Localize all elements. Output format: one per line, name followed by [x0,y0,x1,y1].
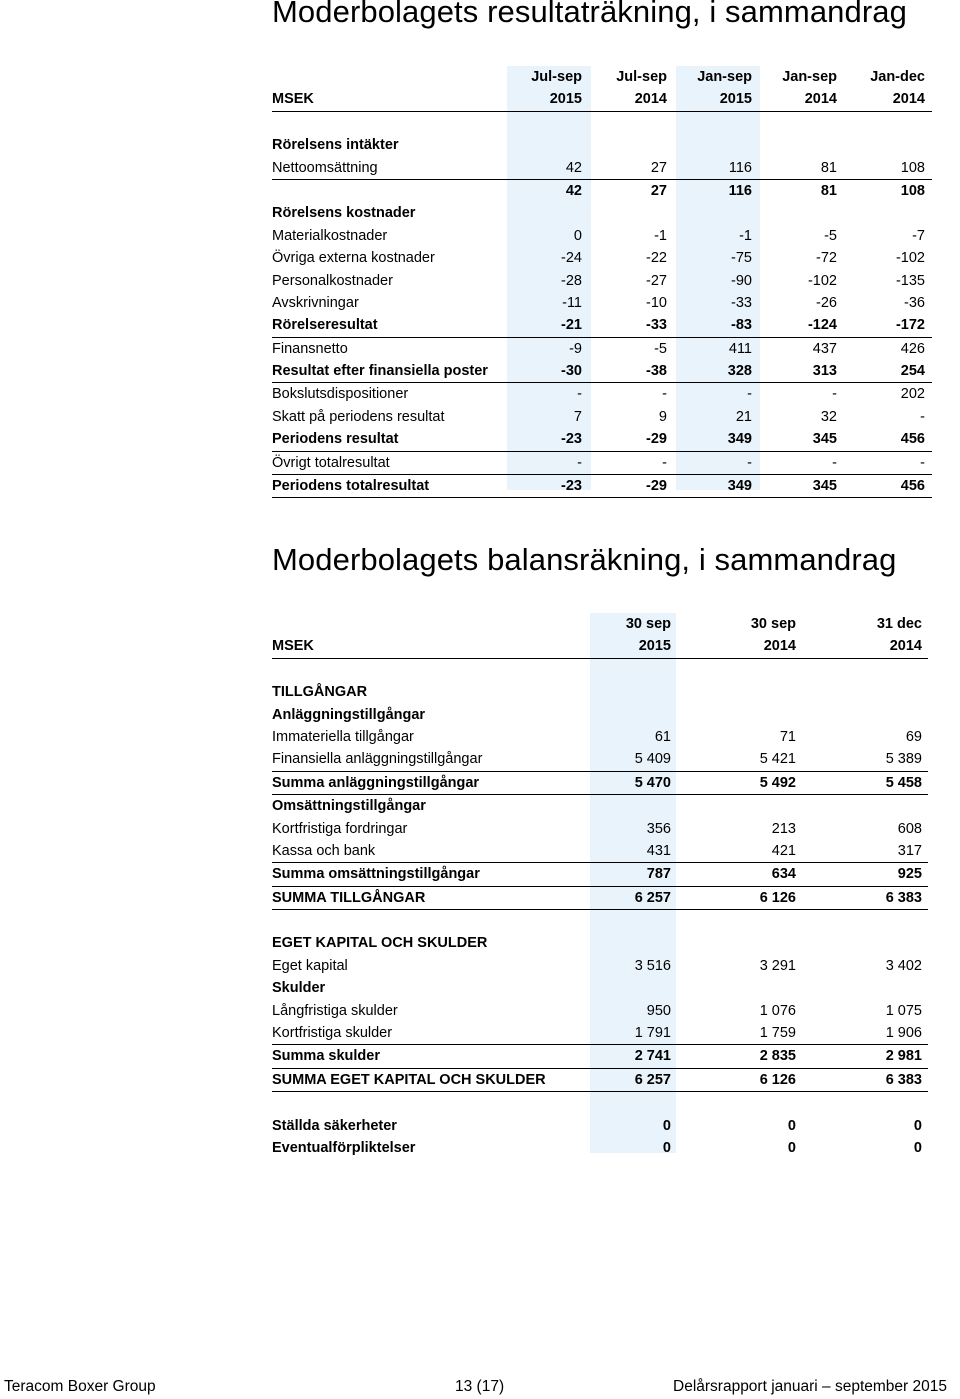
income-cell: -7 [912,227,925,244]
income-row [272,225,932,247]
income-cell: 202 [900,386,925,403]
balance-row [272,659,928,681]
balance-row-label: Kassa och bank [272,842,376,859]
balance-row [272,748,928,771]
balance-row-label: Kortfristiga skulder [272,1025,393,1042]
income-cell: -10 [646,294,667,311]
balance-row-label: Skulder [272,980,326,997]
balance-row-label: SUMMA EGET KAPITAL OCH SKULDER [272,1071,546,1088]
income-cell: 81 [820,159,837,176]
balance-cell: 6 383 [885,889,922,906]
balance-cell: 634 [771,866,796,883]
income-row [272,134,932,156]
income-cell: -72 [816,250,837,267]
income-cell: -90 [731,272,752,289]
balance-cell: 3 402 [885,957,922,974]
income-row-label: Rörelseresultat [272,317,378,334]
income-cell: -83 [731,317,752,334]
income-cell: 345 [812,431,837,448]
balance-cell: 925 [897,866,922,883]
balance-cell: 6 126 [759,1071,796,1088]
balance-cell: 2 835 [759,1048,796,1065]
date-1-year: 2015 [638,638,671,655]
balance-row-label: Ställda säkerheter [272,1117,397,1134]
balance-cell: 1 076 [759,1002,796,1019]
period-5-year: 2014 [892,91,925,108]
balance-row [272,772,928,795]
income-cell: 7 [573,408,582,425]
income-cell: 27 [650,159,667,176]
income-row-label: Skatt på periodens resultat [272,408,445,425]
balance-row [272,795,928,817]
balance-cell: 1 906 [885,1025,922,1042]
income-row [272,338,932,360]
balance-cell: 6 257 [634,889,671,906]
income-cell: 456 [900,431,925,448]
date-2-year: 2014 [763,638,796,655]
income-cell: -29 [646,478,667,495]
balance-row-label: EGET KAPITAL OCH SKULDER [272,935,488,952]
income-cell: 116 [728,182,752,199]
footer-company: Teracom Boxer Group [4,1378,156,1395]
income-cell: -36 [904,294,925,311]
income-cell: -23 [561,478,582,495]
balance-row [272,704,928,726]
balance-row [272,932,928,954]
balance-row [272,1069,928,1092]
date-3-year: 2014 [889,638,922,655]
income-header-row-2 [272,88,932,111]
income-cell: 437 [812,340,837,357]
balance-cell: 0 [787,1139,796,1156]
balance-cell: 0 [662,1117,671,1134]
income-cell: - [662,386,667,403]
balance-row-label: Summa omsättningstillgångar [272,866,480,883]
balance-cell: 0 [913,1139,922,1156]
income-cell: -33 [731,294,752,311]
balance-row [272,910,928,932]
income-row-label: Bokslutsdispositioner [272,386,409,403]
income-cell: -102 [895,250,925,267]
income-cell: 32 [820,408,837,425]
income-cell: -124 [807,317,837,334]
income-cell: 349 [727,478,752,495]
balance-row [272,818,928,840]
income-row-label: Periodens totalresultat [272,478,430,495]
income-cell: - [920,454,925,471]
income-cell: 27 [650,182,667,199]
balance-row [272,977,928,999]
income-cell: -102 [807,272,837,289]
income-cell: -5 [824,227,837,244]
income-row [272,452,932,475]
balance-cell: 3 291 [759,957,796,974]
balance-cell: 787 [646,866,671,883]
balance-cell: 5 492 [759,774,796,791]
income-cell: -38 [646,363,667,380]
balance-row-label: Summa anläggningstillgångar [272,774,480,791]
income-row [272,314,932,337]
period-1-year: 2015 [549,91,582,108]
income-cell: 328 [727,363,752,380]
income-row-label: Materialkostnader [272,227,388,244]
period-4-label: Jan-sep [782,69,837,85]
footer-page-number: 13 (17) [455,1378,505,1395]
balance-row [272,1022,928,1045]
balance-row-label: Omsättningstillgångar [272,798,426,815]
income-cell: 42 [565,182,582,199]
income-cell: -5 [654,340,667,357]
income-cell: -172 [895,317,925,334]
income-cell: -1 [739,227,752,244]
income-row [272,406,932,428]
income-row-label: Periodens resultat [272,431,399,448]
balance-row-label: Finansiella anläggningstillgångar [272,751,483,768]
income-row [272,180,932,202]
balance-cell: 5 409 [634,751,671,768]
income-cell: 411 [728,340,752,357]
income-cell: -24 [561,250,582,267]
balance-row-label: Summa skulder [272,1048,380,1065]
date-1-label: 30 sep [625,616,671,632]
balance-row-label: Eventualförpliktelser [272,1139,416,1156]
period-3-year: 2015 [719,91,752,108]
income-row [272,428,932,451]
income-cell: 349 [727,431,752,448]
income-cell: - [832,386,837,403]
income-row [272,270,932,292]
balance-row [272,681,928,703]
balance-row-label: TILLGÅNGAR [272,684,368,701]
balance-row-label: Kortfristiga fordringar [272,820,408,837]
period-3-label: Jan-sep [697,69,752,85]
balance-cell: 61 [654,728,671,745]
balance-row [272,1137,928,1159]
income-row-label: Finansnetto [272,340,348,357]
balance-row [272,726,928,748]
income-row [272,112,932,134]
income-row-label: Rörelsens kostnader [272,205,416,222]
balance-cell: 213 [771,820,796,837]
balance-header-row-1 [272,613,928,635]
income-cell: -33 [646,317,667,334]
balance-row [272,1045,928,1068]
income-row-label: Övrigt totalresultat [272,454,390,471]
balance-cell: 356 [646,820,671,837]
income-cell: 254 [900,363,925,380]
balance-cell: 1 791 [634,1025,671,1042]
income-statement-table [272,66,932,498]
income-cell: -75 [731,250,752,267]
income-cell: -9 [569,340,582,357]
income-header-row-1 [272,66,932,88]
income-cell: -27 [646,272,667,289]
income-cell: - [747,386,752,403]
balance-cell: 0 [662,1139,671,1156]
balance-cell: 2 741 [634,1048,671,1065]
balance-row [272,1000,928,1022]
income-cell: 81 [820,182,837,199]
balance-row-label: Anläggningstillgångar [272,706,426,723]
income-cell: - [920,408,925,425]
balance-cell: 5 458 [885,774,922,791]
balance-cell: 0 [913,1117,922,1134]
period-5-label: Jan-dec [870,69,925,85]
income-row [272,247,932,269]
income-cell: 21 [735,408,752,425]
income-cell: 0 [573,227,582,244]
income-cell: -21 [561,317,582,334]
footer-report-title: Delårsrapport januari – september 2015 [673,1378,947,1395]
balance-row [272,955,928,977]
income-row-label: Resultat efter finansiella poster [272,363,488,380]
currency-label: MSEK [272,91,314,108]
income-cell: 456 [900,478,925,495]
income-cell: 313 [812,363,837,380]
date-3-label: 31 dec [876,616,922,632]
income-row [272,360,932,383]
balance-cell: 6 257 [634,1071,671,1088]
period-4-year: 2014 [804,91,837,108]
income-cell: -1 [654,227,667,244]
balance-row [272,1092,928,1114]
income-row-label: Avskrivningar [272,294,359,311]
income-cell: - [832,454,837,471]
income-cell: -135 [895,272,925,289]
income-cell: -26 [816,294,837,311]
income-cell: -22 [646,250,667,267]
income-cell: 116 [728,159,752,176]
balance-cell: 6 383 [885,1071,922,1088]
income-cell: - [577,454,582,471]
balance-sheet-table [272,613,928,1159]
income-cell: 108 [900,159,925,176]
income-cell: -28 [561,272,582,289]
balance-cell: 2 981 [885,1048,922,1065]
balance-row [272,863,928,886]
income-cell: 42 [565,159,582,176]
income-cell: -11 [562,294,582,311]
income-cell: -30 [561,363,582,380]
income-row [272,475,932,498]
balance-cell: 608 [897,820,922,837]
income-cell: -23 [561,431,582,448]
balance-row [272,840,928,863]
income-row [272,157,932,180]
income-statement-title: Moderbolagets resultaträkning, i sammandrag [272,0,907,29]
income-row-label: Nettoomsättning [272,159,378,176]
balance-cell: 71 [779,728,796,745]
income-row-label: Personalkostnader [272,272,393,289]
income-cell: 345 [812,478,837,495]
balance-cell: 5 421 [759,751,796,768]
balance-row-label: Immateriella tillgångar [272,728,414,745]
income-cell: - [662,454,667,471]
balance-cell: 69 [905,728,922,745]
balance-cell: 950 [646,1002,671,1019]
balance-cell: 5 389 [885,751,922,768]
income-cell: 108 [900,182,925,199]
income-cell: - [747,454,752,471]
balance-row-label: Långfristiga skulder [272,1002,398,1019]
income-cell: - [577,386,582,403]
income-row-label: Övriga externa kostnader [272,250,435,267]
balance-cell: 1 759 [759,1025,796,1042]
income-row [272,383,932,405]
balance-row-label: SUMMA TILLGÅNGAR [272,889,426,906]
period-2-year: 2014 [634,91,667,108]
balance-cell: 3 516 [634,957,671,974]
income-cell: 426 [900,340,925,357]
period-1-label: Jul-sep [531,69,582,85]
balance-cell: 431 [646,842,671,859]
income-cell: -29 [646,431,667,448]
income-row [272,202,932,224]
balance-row [272,887,928,910]
balance-row-label: Eget kapital [272,957,348,974]
balance-cell: 6 126 [759,889,796,906]
date-2-label: 30 sep [750,616,796,632]
income-cell: 9 [658,408,667,425]
balance-cell: 5 470 [634,774,671,791]
income-row-label: Rörelsens intäkter [272,137,399,154]
currency-label: MSEK [272,638,314,655]
balance-header-row-2 [272,635,928,658]
balance-cell: 317 [897,842,922,859]
period-2-label: Jul-sep [616,69,667,85]
income-row [272,292,932,314]
balance-row [272,1115,928,1137]
balance-cell: 0 [787,1117,796,1134]
balance-cell: 421 [771,842,796,859]
balance-cell: 1 075 [885,1002,922,1019]
balance-sheet-title: Moderbolagets balansräkning, i sammandrag [272,542,897,577]
